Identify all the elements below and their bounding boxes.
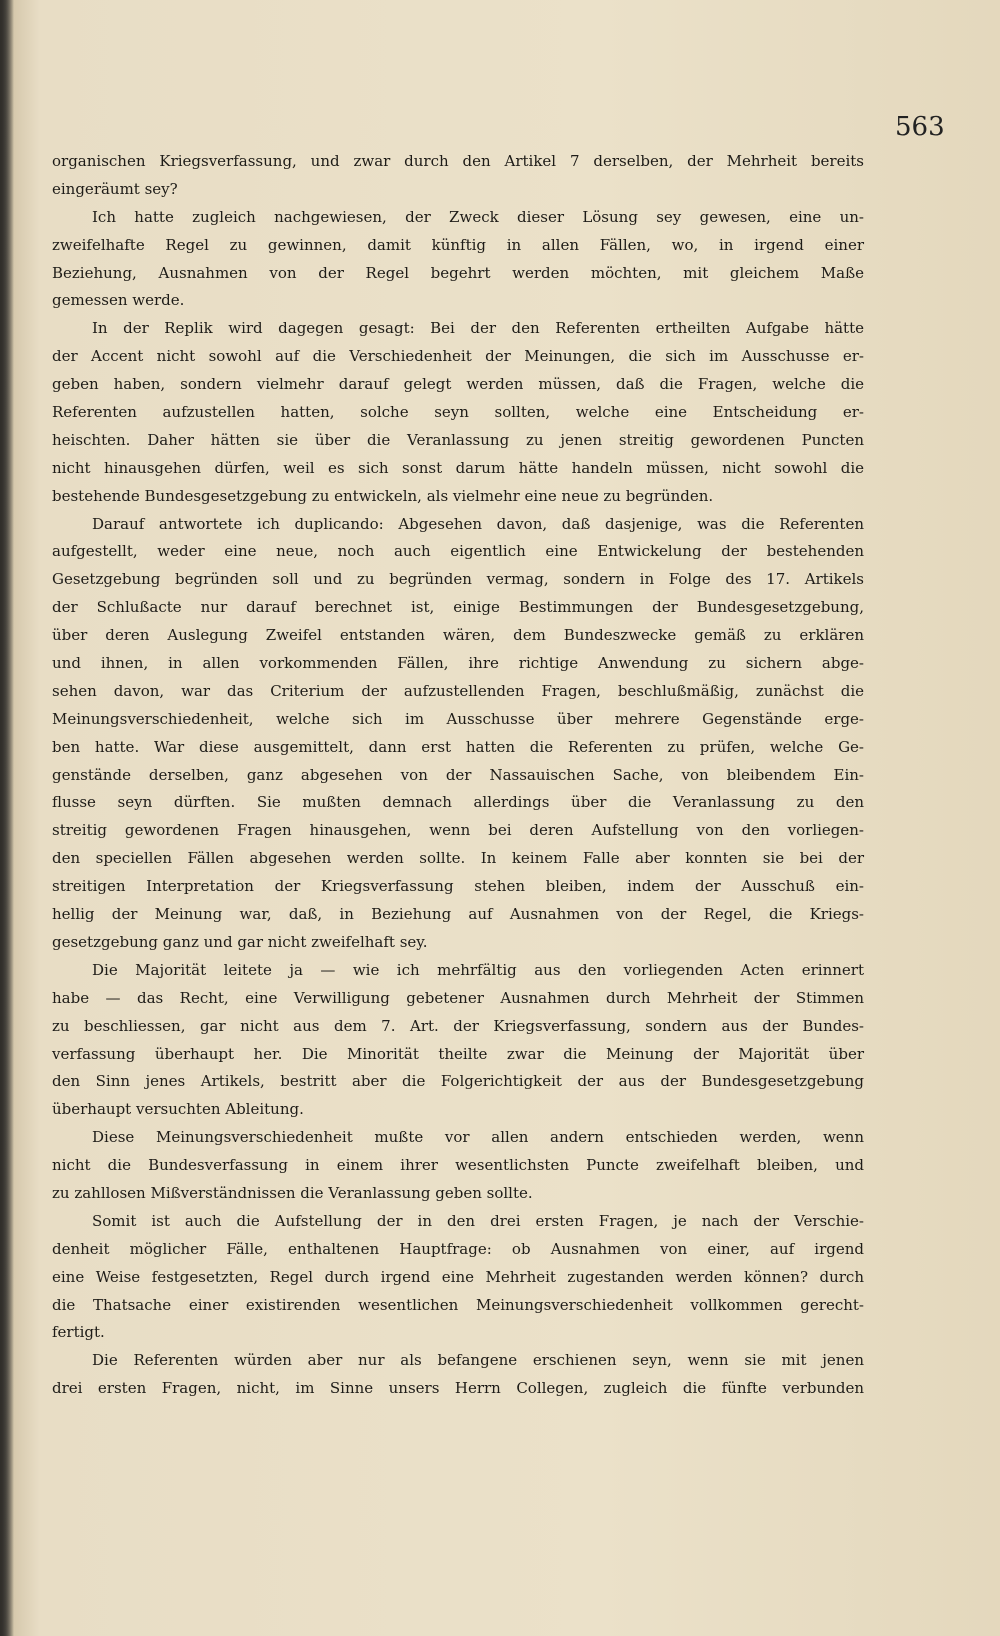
text-line: Ich hatte zugleich nachgewiesen, der Zweck dieser Lösung sey gewesen, eine un-: [92, 207, 864, 226]
text-line: habe — das Recht, eine Verwilligung gebetener Ausnahmen durch Mehrheit der Stimmen: [52, 988, 864, 1007]
text-line: und ihnen, in allen vorkommenden Fällen, ihre richtige Anwendung zu sichern abge-: [52, 654, 864, 673]
text-line: zu zahllosen Mißverständnissen die Veranlassung geben sollte.: [52, 1183, 533, 1202]
text-line: eine Weise festgesetzten, Regel durch irgend eine Mehrheit zugestanden werden können? durch: [52, 1267, 864, 1286]
text-line: gesetzgebung ganz und gar nicht zweifelhaft sey.: [52, 932, 428, 951]
text-line: In der Replik wird dagegen gesagt: Bei der den Referenten ertheilten Aufgabe hätte: [92, 319, 864, 338]
text-line: verfassung überhaupt her. Die Minorität theilte zwar die Meinung der Majorität über: [52, 1044, 864, 1063]
text-line: den Sinn jenes Artikels, bestritt aber die Folgerichtigkeit der aus der Bundesgesetzgebung: [52, 1072, 864, 1091]
text-line: Die Referenten würden aber nur als befangene erschienen seyn, wenn sie mit jenen: [92, 1351, 864, 1370]
text-line: fertigt.: [52, 1323, 105, 1342]
text-line: flusse seyn dürften. Sie mußten demnach allerdings über die Veranlassung zu den: [52, 793, 864, 812]
text-line: streitig gewordenen Fragen hinausgehen, wenn bei deren Aufstellung von den vorliegen-: [52, 821, 864, 840]
text-line: gemessen werde.: [52, 291, 185, 310]
text-line: streitigen Interpretation der Kriegsverfassung stehen bleiben, indem der Ausschuß ein-: [52, 877, 864, 896]
text-line: Beziehung, Ausnahmen von der Regel begehrt werden möchten, mit gleichem Maße: [52, 263, 864, 282]
text-line: drei ersten Fragen, nicht, im Sinne unsers Herrn Collegen, zugleich die fünfte verbunden: [52, 1379, 864, 1398]
text-line: sehen davon, war das Criterium der aufzustellenden Fragen, beschlußmäßig, zunächst die: [52, 681, 864, 700]
page-number: 563: [895, 112, 945, 142]
text-line: organischen Kriegsverfassung, und zwar durch den Artikel 7 derselben, der Mehrheit bereits: [52, 152, 864, 170]
text-line: zu beschliessen, gar nicht aus dem 7. Art. der Kriegsverfassung, sondern aus der Bundes-: [52, 1016, 864, 1035]
text-line: hellig der Meinung war, daß, in Beziehung auf Ausnahmen von der Regel, die Kriegs-: [52, 905, 864, 924]
text-line: Somit ist auch die Aufstellung der in den drei ersten Fragen, je nach der Verschie-: [92, 1211, 864, 1230]
text-line: überhaupt versuchten Ableitung.: [52, 1100, 304, 1119]
text-line: den speciellen Fällen abgesehen werden sollte. In keinem Falle aber konnten sie bei der: [52, 849, 864, 868]
text-line: geben haben, sondern vielmehr darauf gelegt werden müssen, daß die Fragen, welche die: [52, 375, 864, 394]
text-line: eingeräumt sey?: [52, 179, 178, 198]
text-line: Referenten aufzustellen hatten, solche seyn sollten, welche eine Entscheidung er-: [52, 403, 864, 422]
text-line: die Thatsache einer existirenden wesentlichen Meinungsverschiedenheit vollkommen gerecht-: [52, 1295, 864, 1314]
text-line: aufgestellt, weder eine neue, noch auch eigentlich eine Entwickelung der bestehenden: [52, 542, 864, 561]
text-line: Gesetzgebung begründen soll und zu begründen vermag, sondern in Folge des 17. Artikels: [52, 570, 864, 589]
text-line: nicht hinausgehen dürfen, weil es sich sonst darum hätte handeln müssen, nicht sowohl die: [52, 458, 864, 477]
text-line: heischten. Daher hätten sie über die Veranlassung zu jenen streitig gewordenen Puncten: [52, 430, 864, 449]
text-line: Die Majorität leitete ja — wie ich mehrfältig aus den vorliegenden Acten erinnert: [92, 960, 864, 979]
text-line: Darauf antwortete ich duplicando: Abgesehen davon, daß dasjenige, was die Referenten: [92, 514, 864, 533]
text-line: Diese Meinungsverschiedenheit mußte vor allen andern entschieden werden, wenn: [92, 1128, 864, 1147]
text-line: der Schlußacte nur darauf berechnet ist, einige Bestimmungen der Bundesgesetzgebung,: [52, 598, 864, 617]
text-line: ben hatte. War diese ausgemittelt, dann erst hatten die Referenten zu prüfen, welche Ge-: [52, 737, 864, 756]
text-line: Meinungsverschiedenheit, welche sich im Ausschusse über mehrere Gegenstände erge-: [52, 709, 864, 728]
text-line: der Accent nicht sowohl auf die Verschiedenheit der Meinungen, die sich im Ausschusse er-: [52, 347, 864, 366]
text-line: bestehende Bundesgesetzgebung zu entwickeln, als vielmehr eine neue zu begründen.: [52, 486, 714, 505]
text-line: nicht die Bundesverfassung in einem ihrer wesentlichsten Puncte zweifelhaft bleiben, und: [52, 1156, 864, 1175]
binding-shadow: [0, 0, 14, 1636]
text-line: über deren Auslegung Zweifel entstanden wären, dem Bundeszwecke gemäß zu erklären: [52, 626, 864, 645]
body-text: [52, 148, 864, 1403]
text-line: zweifelhafte Regel zu gewinnen, damit künftig in allen Fällen, wo, in irgend einer: [52, 235, 864, 254]
text-line: genstände derselben, ganz abgesehen von der Nassauischen Sache, von bleibendem Ein-: [52, 765, 864, 784]
text-line: denheit möglicher Fälle, enthaltenen Hauptfrage: ob Ausnahmen von einer, auf irgend: [52, 1239, 864, 1258]
